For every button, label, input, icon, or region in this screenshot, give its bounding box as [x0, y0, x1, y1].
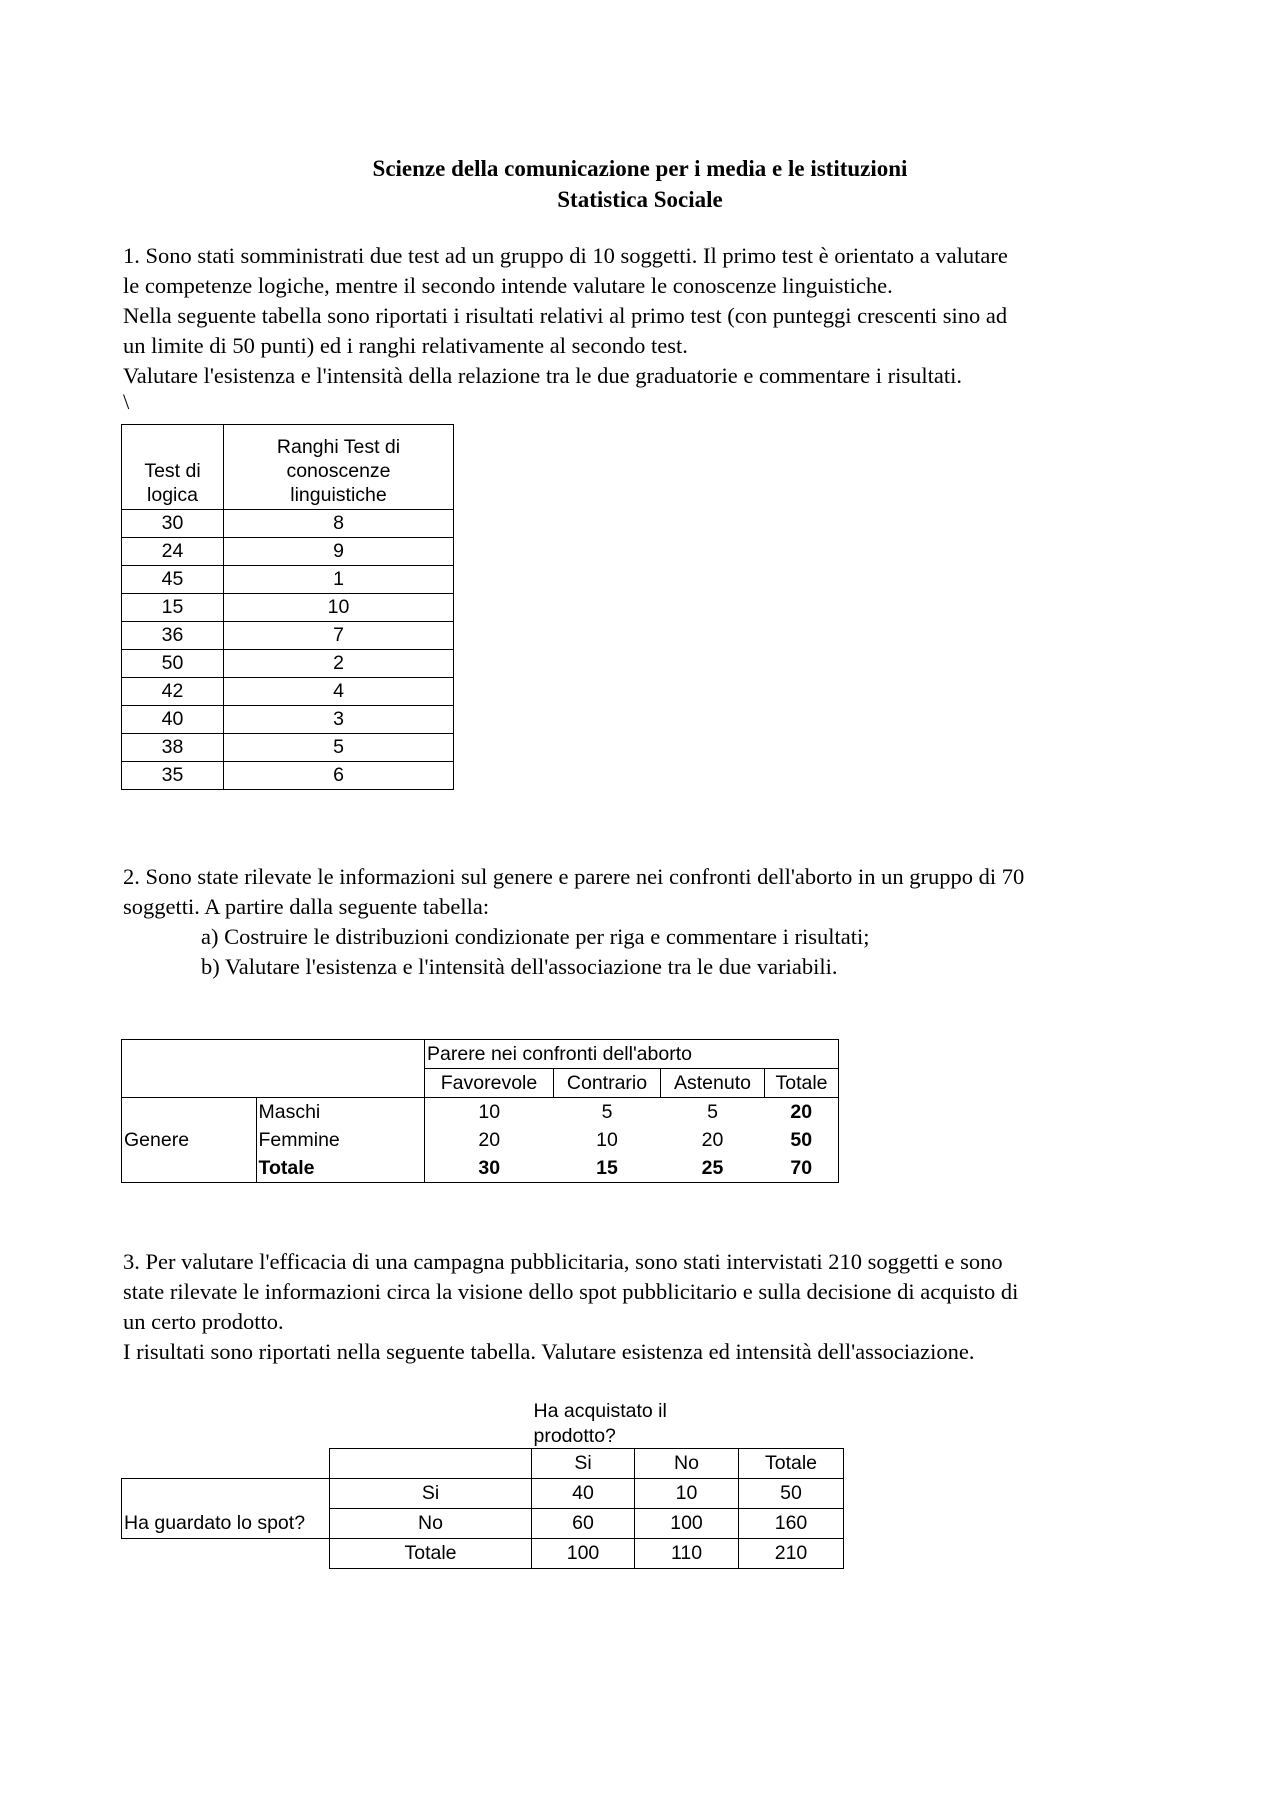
table-row [122, 734, 454, 762]
table-row [122, 538, 454, 566]
table-row [122, 678, 454, 706]
cell: 50 [765, 1126, 839, 1154]
column-header: Favorevole [425, 1069, 554, 1098]
cell: 110 [635, 1539, 739, 1569]
cell: 8 [224, 510, 454, 538]
text-line: \ [123, 389, 130, 414]
table-row [122, 1449, 844, 1479]
table-row [122, 1398, 844, 1424]
table-row [122, 1040, 839, 1069]
header-ranghi: Ranghi Test di conoscenze linguistiche [224, 425, 454, 510]
column-header: Contrario [554, 1069, 661, 1098]
cell: 30 [425, 1154, 554, 1183]
cell: 15 [554, 1154, 661, 1183]
cell: 42 [122, 678, 224, 706]
cell: 5 [224, 734, 454, 762]
table-row [122, 1069, 839, 1098]
table-row [122, 1424, 844, 1449]
cell: 40 [122, 706, 224, 734]
text-line: Valutare l'esistenza e l'intensità della relazione tra le due graduatorie e commentare i risultati. [123, 363, 962, 388]
cell: 6 [224, 762, 454, 790]
column-header: Totale [739, 1449, 844, 1479]
text-line: Nella seguente tabella sono riportati i risultati relativi al primo test (con punteggi crescenti sino ad [123, 303, 1008, 328]
cell: 10 [635, 1479, 739, 1509]
cell: 15 [122, 594, 224, 622]
abortion-opinion-table [121, 1039, 839, 1183]
table-header-row [122, 425, 454, 510]
cell: 25 [661, 1154, 765, 1183]
cell: 35 [122, 762, 224, 790]
table-row [122, 1126, 839, 1154]
table-row [122, 566, 454, 594]
cell: 10 [224, 594, 454, 622]
list-item: a) Costruire le distribuzioni condizionate per riga e commentare i risultati; [201, 924, 870, 949]
course-title: Scienze della comunicazione per i media e le istituzioni [372, 156, 908, 181]
table-row [122, 510, 454, 538]
cell: 20 [765, 1098, 839, 1127]
row-label-totale: Totale [330, 1539, 532, 1569]
row-label-maschi: Maschi [256, 1098, 425, 1127]
text-line: 3. Per valutare l'efficacia di una campagna pubblicitaria, sono stati intervistati 210 soggetti e sono [123, 1249, 1003, 1274]
text-line: 2. Sono state rilevate le informazioni sul genere e parere nei confronti dell'aborto in un gruppo di 70 [123, 864, 1025, 889]
row-label-no: No [330, 1509, 532, 1539]
question-2-text [123, 862, 1173, 982]
cell: 10 [425, 1098, 554, 1127]
cell: 40 [532, 1479, 635, 1509]
cell: 210 [739, 1539, 844, 1569]
question-1-text [123, 241, 1173, 413]
cell: 20 [701, 1128, 724, 1151]
test-scores-table [121, 424, 454, 790]
cell: 7 [224, 622, 454, 650]
cell: 100 [635, 1509, 739, 1539]
cell: 5 [601, 1100, 613, 1123]
column-header: No [635, 1449, 739, 1479]
cell: 30 [122, 510, 224, 538]
table-row [122, 1154, 839, 1183]
cell: 5 [707, 1100, 718, 1123]
document-title [0, 153, 1280, 215]
subject-title: Statistica Sociale [557, 187, 723, 212]
list-item: b) Valutare l'esistenza e l'intensità dell'associazione tra le due variabili. [201, 954, 838, 979]
cell: 60 [532, 1509, 635, 1539]
column-header: Totale [765, 1069, 839, 1098]
column-header: Astenuto [661, 1069, 765, 1098]
row-group-label: Ha guardato lo spot? [122, 1509, 330, 1539]
cell: 100 [532, 1539, 635, 1569]
cell: 3 [224, 706, 454, 734]
cell: 36 [122, 622, 224, 650]
table-row [122, 1098, 839, 1127]
cell: 4 [224, 678, 454, 706]
text-line: un limite di 50 punti) ed i ranghi relativamente al secondo test. [123, 333, 688, 358]
cell: 45 [122, 566, 224, 594]
cell: 10 [596, 1128, 618, 1151]
cell: 9 [224, 538, 454, 566]
column-group-label-line1: Ha acquistato il [533, 1399, 667, 1422]
advertising-campaign-table [121, 1398, 844, 1569]
column-group-label-line2: prodotto? [533, 1425, 616, 1447]
row-label-femmine: Femmine [256, 1126, 425, 1154]
table-row [122, 706, 454, 734]
cell: 24 [122, 538, 224, 566]
cell: 2 [224, 650, 454, 678]
column-header: Si [532, 1449, 635, 1479]
row-label-si: Si [330, 1479, 532, 1509]
text-line: le competenze logiche, mentre il secondo intende valutare le conoscenze linguistiche. [123, 273, 893, 298]
cell: 1 [224, 566, 454, 594]
table-row [122, 594, 454, 622]
text-line: I risultati sono riportati nella seguente tabella. Valutare esistenza ed intensità dell'associazione. [123, 1339, 975, 1364]
cell: 50 [739, 1479, 844, 1509]
cell: 38 [122, 734, 224, 762]
text-line: state rilevate le informazioni circa la visione dello spot pubblicitario e sulla decisione di acquisto di [123, 1279, 1019, 1304]
text-line: soggetti. A partire dalla seguente tabella: [123, 894, 490, 919]
column-group-label: Parere nei confronti dell'aborto [425, 1040, 839, 1069]
cell: 20 [425, 1126, 554, 1154]
row-label-totale: Totale [256, 1154, 425, 1183]
question-3-text [123, 1247, 1173, 1367]
table-row [122, 1539, 844, 1569]
text-line: 1. Sono stati somministrati due test ad un gruppo di 10 soggetti. Il primo test è orientato a valutare [123, 243, 1008, 268]
table-row [122, 1509, 844, 1539]
table-row [122, 622, 454, 650]
text-line: un certo prodotto. [123, 1309, 284, 1334]
cell: 50 [122, 650, 224, 678]
table-row [122, 1479, 844, 1509]
table-row [122, 650, 454, 678]
cell: 70 [765, 1154, 839, 1183]
header-test-logica: Test di logica [122, 425, 224, 510]
cell: 160 [739, 1509, 844, 1539]
row-group-label: Genere [122, 1126, 257, 1154]
table-row [122, 762, 454, 790]
